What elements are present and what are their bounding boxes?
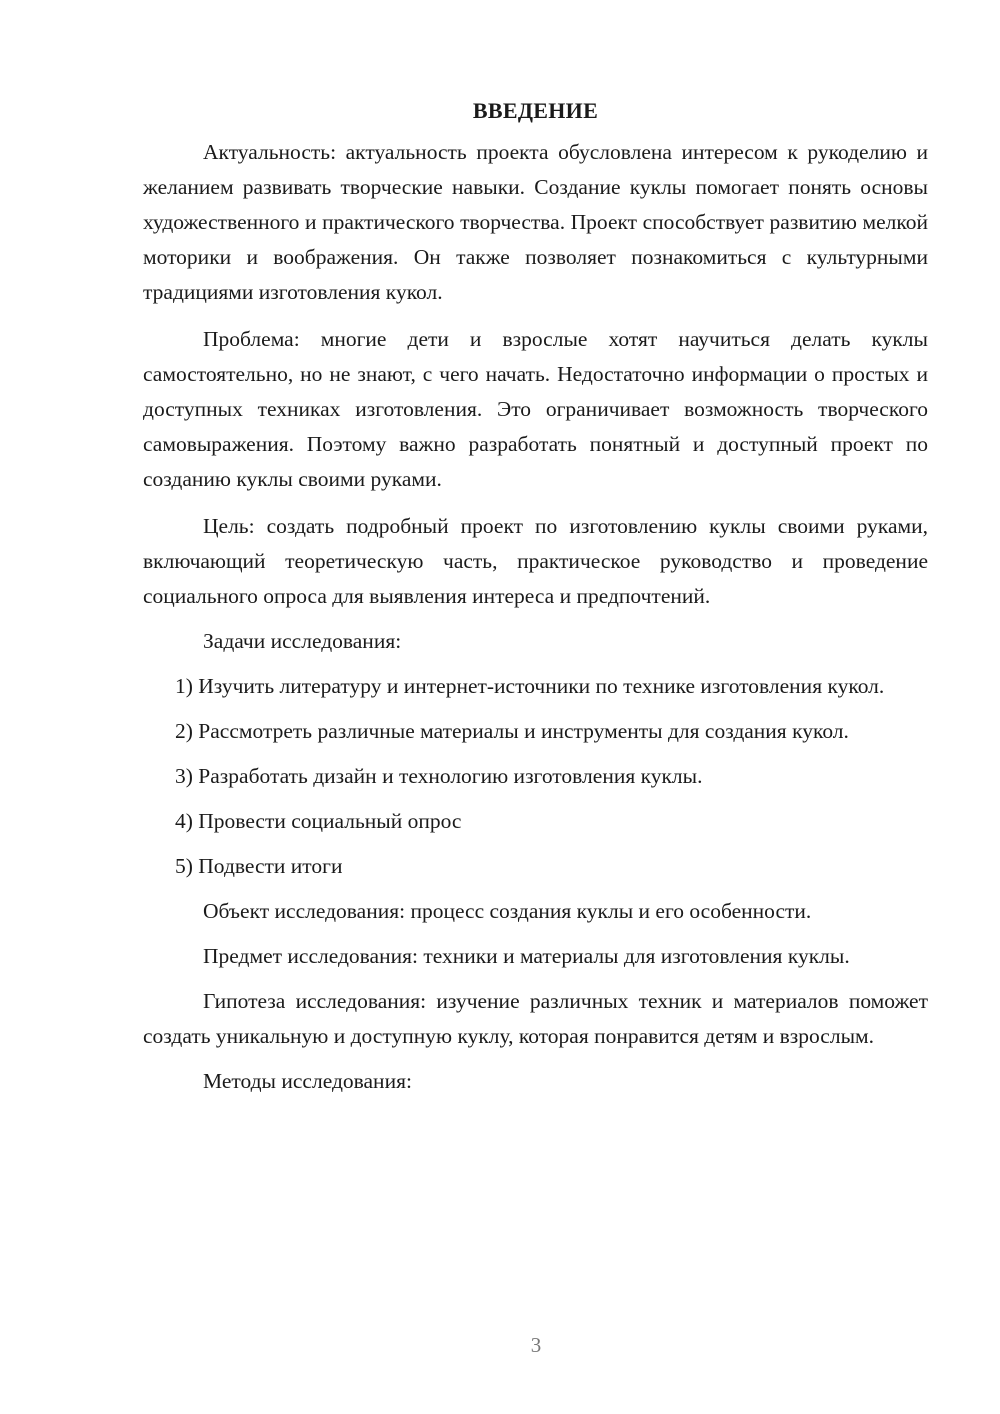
- tasks-heading: Задачи исследования:: [203, 629, 402, 653]
- page-number: 3: [530, 1333, 542, 1357]
- task-item: 1) Изучить литературу и интернет-источники по технике изготовления кукол.: [175, 674, 885, 698]
- subject-paragraph: Предмет исследования: техники и материалы для изготовления куклы.: [203, 944, 850, 968]
- page-content: [143, 95, 928, 1099]
- hypothesis-paragraph: Гипотеза исследования: изучение различных техник и материалов поможет создать уникальную и доступную куклу, которая понравится детям и взрослым.: [143, 989, 928, 1048]
- task-item: 4) Провести социальный опрос: [175, 809, 462, 833]
- goal-paragraph: Цель: создать подробный проект по изготовлению куклы своими руками, включающий теоретическую часть, практическое руководство и проведение социального опроса для выявления интереса и предпочтений.: [143, 514, 928, 608]
- relevance-paragraph: Актуальность: актуальность проекта обусловлена интересом к рукоделию и желанием развивать творческие навыки. Создание куклы помогает понять основы художественного и практического творчества. Проект способствует развитию мелкой моторики и воображения. Он также позволяет познакомиться с культурными традициями изготовления кукол.: [143, 140, 928, 304]
- task-item: 5) Подвести итоги: [175, 854, 343, 878]
- object-paragraph: Объект исследования: процесс создания куклы и его особенности.: [203, 899, 812, 923]
- methods-heading: Методы исследования:: [203, 1069, 412, 1093]
- task-item: 2) Рассмотреть различные материалы и инструменты для создания кукол.: [175, 719, 849, 743]
- problem-paragraph: Проблема: многие дети и взрослые хотят научиться делать куклы самостоятельно, но не знают, с чего начать. Недостаточно информации о простых и доступных техниках изготовления. Это ограничивает возможность творческого самовыражения. Поэтому важно разработать понятный и доступный проект по созданию куклы своими руками.: [143, 327, 928, 491]
- task-item: 3) Разработать дизайн и технологию изготовления куклы.: [175, 764, 703, 788]
- section-title: ВВЕДЕНИЕ: [472, 98, 599, 123]
